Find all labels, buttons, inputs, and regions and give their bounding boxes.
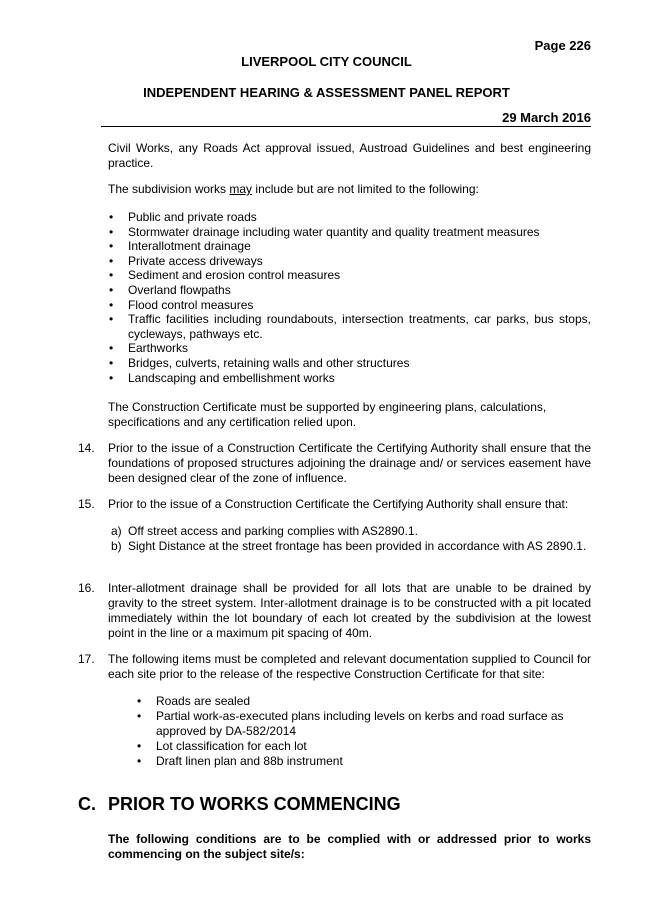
list-item: • Earthworks — [108, 341, 591, 356]
continuation-paragraph: Civil Works, any Roads Act approval issued, Austroad Guidelines and best engineering practice. — [108, 141, 591, 170]
list-item: • Sediment and erosion control measures — [108, 268, 591, 283]
condition-16-text: Inter-allotment drainage shall be provided for all lots that are unable to be drained by gravity to the street system. Inter-allotment drainage is to be constructed with a pit located immediately within the lot boundary of each lot created by the subdivision at the lowest point in the line or a maximum pit spacing of 40m. — [108, 581, 591, 640]
list-item: • Lot classification for each lot — [136, 739, 591, 754]
condition-number: 15. — [78, 497, 95, 511]
list-item: • Bridges, culverts, retaining walls and other structures — [108, 356, 591, 371]
condition-number: 17. — [78, 652, 95, 666]
cc-note-paragraph: The Construction Certificate must be supported by engineering plans, calculations, specifications and any certification relied upon. — [108, 400, 547, 429]
condition-14-text: Prior to the issue of a Construction Certificate the Certifying Authority shall ensure that the foundations of proposed structures adjoining the drainage and/ or services easement have been designed clear of the zone of influence. — [108, 441, 591, 485]
page-number: Page 226 — [534, 38, 591, 53]
condition-15-text: Prior to the issue of a Construction Certificate the Certifying Authority shall ensure that: — [108, 497, 569, 511]
list-item: • Draft linen plan and 88b instrument — [136, 754, 591, 769]
list-item: • Traffic facilities including roundabouts, intersection treatments, car parks, bus stops, cycleways, pathways etc. — [108, 312, 591, 341]
list-item: • Partial work-as-executed plans including levels on kerbs and road surface as approved by DA-582/2014 — [136, 709, 591, 739]
underlined-may: may — [229, 182, 253, 196]
list-item: • Private access driveways — [108, 254, 591, 269]
list-item: • Interallotment drainage — [108, 239, 591, 254]
list-item: • Roads are sealed — [136, 694, 591, 709]
header-divider — [101, 126, 591, 127]
report-title: INDEPENDENT HEARING & ASSESSMENT PANEL REPORT — [143, 85, 510, 100]
council-name: LIVERPOOL CITY COUNCIL — [241, 54, 412, 69]
condition-15-list — [108, 524, 591, 553]
works-list-lead: The subdivision works may include but are not limited to the following: — [108, 182, 479, 196]
works-list — [108, 210, 591, 385]
list-item: • Landscaping and embellishment works — [108, 371, 591, 386]
report-date: 29 March 2016 — [502, 110, 591, 125]
section-lead: The following conditions are to be complied with or addressed prior to works commencing on the subject site/s: — [108, 832, 591, 861]
section-heading: C. PRIOR TO WORKS COMMENCING — [78, 794, 401, 814]
list-item: a) Off street access and parking complies with AS2890.1. — [111, 524, 418, 538]
list-item: • Stormwater drainage including water quantity and quality treatment measures — [108, 225, 591, 240]
list-item: • Overland flowpaths — [108, 283, 591, 298]
list-item: b) Sight Distance at the street frontage has been provided in accordance with AS 2890.1. — [111, 538, 587, 553]
condition-number: 16. — [78, 581, 95, 595]
condition-17-text: The following items must be completed and relevant documentation supplied to Council for each site prior to the release of the respective Construction Certificate for that site: — [108, 652, 591, 681]
list-item: • Flood control measures — [108, 298, 591, 313]
condition-17-list — [136, 694, 591, 769]
condition-number: 14. — [78, 441, 95, 455]
list-item: • Public and private roads — [108, 210, 591, 225]
